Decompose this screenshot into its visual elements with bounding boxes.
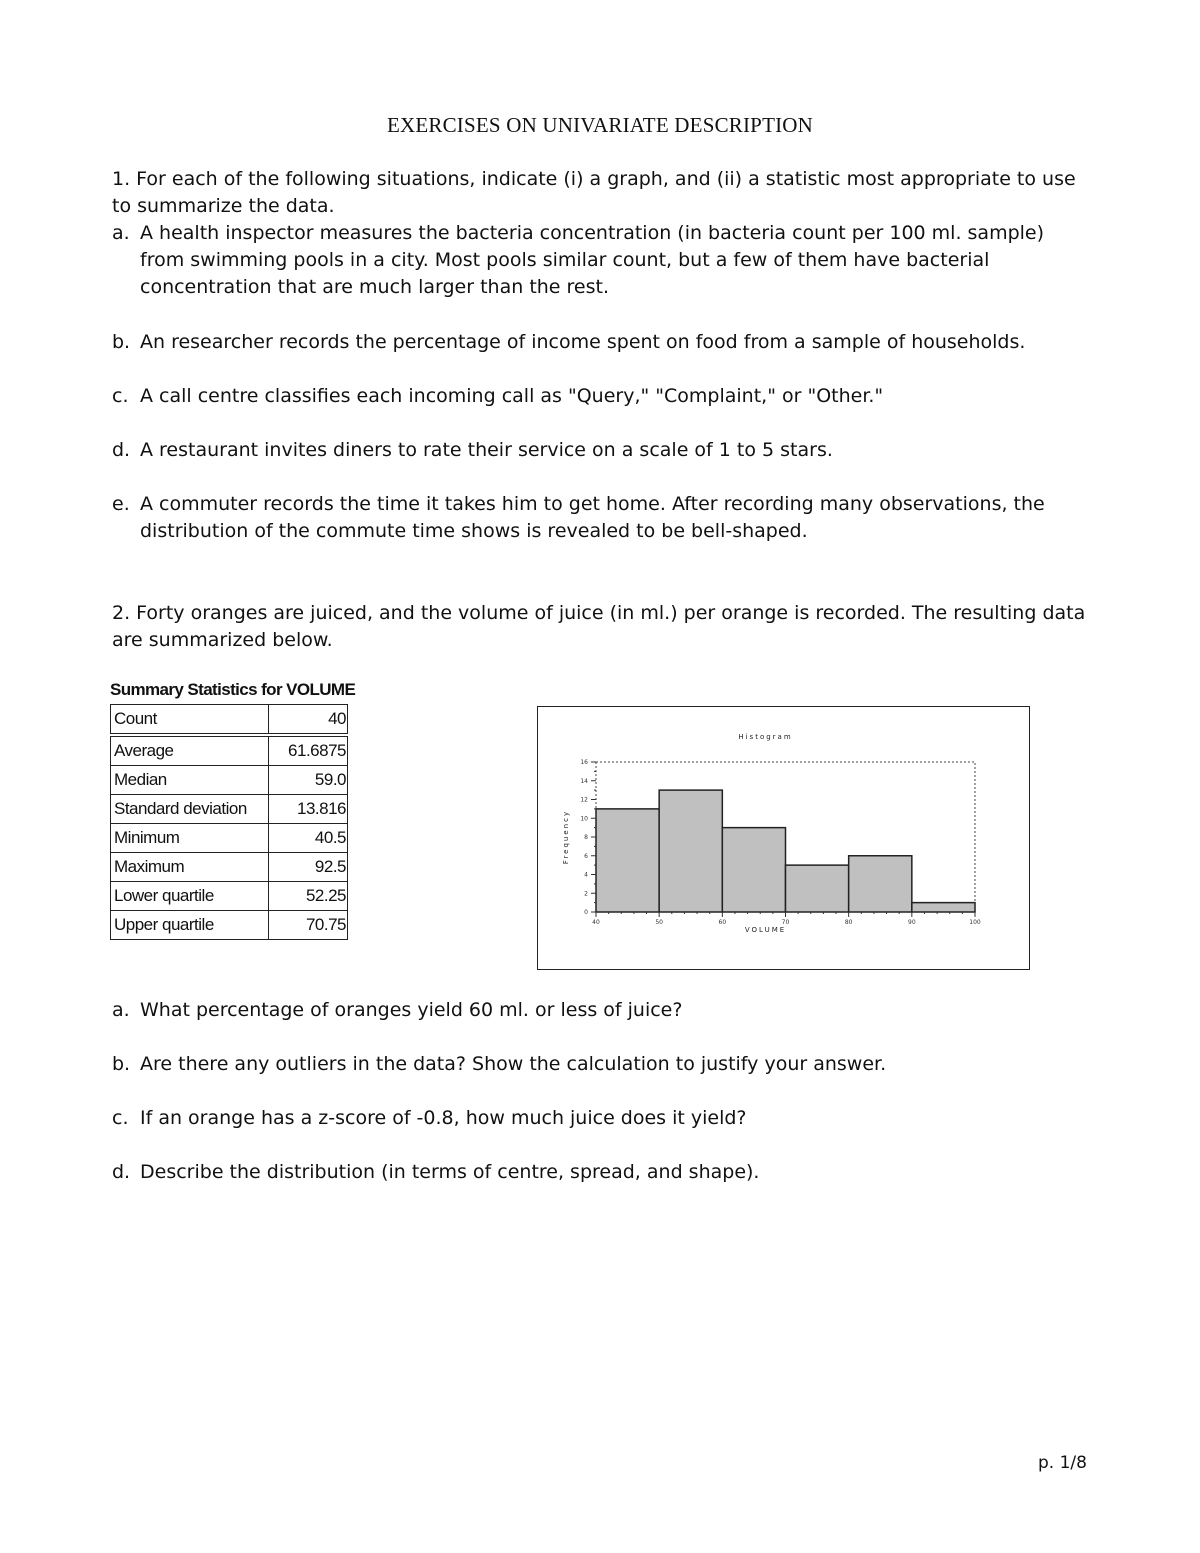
question-1d — [112, 437, 1087, 464]
stat-value: 59.0 — [269, 766, 348, 795]
y-tick-label: 0 — [584, 909, 588, 916]
y-tick-label: 6 — [584, 852, 588, 860]
y-tick-label: 8 — [584, 834, 588, 841]
item-text: What percentage of oranges yield 60 ml. or less of juice? — [140, 999, 683, 1021]
stat-label: Average — [111, 735, 269, 766]
y-tick-label: 12 — [580, 796, 588, 804]
question-1-intro: 1. For each of the following situations, indicate (i) a graph, and (ii) a statistic most appropriate to use to summarize the data. — [112, 168, 1076, 217]
histogram-bar — [722, 828, 785, 912]
question-1e — [112, 491, 1087, 545]
stat-value: 40 — [269, 705, 348, 736]
item-text: Are there any outliers in the data? Show the calculation to justify your answer. — [140, 1053, 887, 1075]
x-tick-label: 100 — [969, 919, 981, 926]
item-text: If an orange has a z-score of -0.8, how much juice does it yield? — [140, 1107, 747, 1129]
table-row — [111, 735, 348, 766]
item-label: b. — [112, 331, 131, 353]
page-title: EXERCISES ON UNIVARIATE DESCRIPTION — [386, 113, 814, 137]
question-1a — [112, 220, 1087, 301]
item-label: b. — [112, 1053, 131, 1075]
summary-statistics-title: Summary Statistics for VOLUME — [110, 680, 356, 699]
question-1c — [112, 383, 1087, 410]
x-tick-label: 80 — [844, 919, 853, 926]
stat-label: Standard deviation — [111, 795, 269, 824]
stat-value: 92.5 — [269, 853, 348, 882]
y-tick-label: 2 — [584, 890, 588, 898]
stat-label: Lower quartile — [111, 882, 269, 911]
question-1b — [112, 329, 1087, 356]
y-tick-label: 4 — [584, 871, 588, 879]
table-row — [111, 824, 348, 853]
histogram-chart — [537, 706, 1030, 970]
table-row — [111, 882, 348, 911]
y-tick-label: 16 — [580, 759, 588, 766]
item-text: An researcher records the percentage of income spent on food from a sample of households. — [140, 331, 1026, 353]
stat-label: Maximum — [111, 853, 269, 882]
item-text: A call centre classifies each incoming call as "Query," "Complaint," or "Other." — [140, 385, 884, 407]
item-label: c. — [112, 385, 129, 407]
table-row — [111, 705, 348, 736]
table-row — [111, 853, 348, 882]
stat-label: Count — [111, 705, 269, 736]
stat-value: 13.816 — [269, 795, 348, 824]
histogram-bar — [659, 790, 722, 912]
histogram-bar — [912, 903, 975, 912]
stat-value: 61.6875 — [269, 735, 348, 766]
item-label: d. — [112, 439, 131, 461]
y-axis-label: Frequency — [562, 809, 570, 865]
x-tick-label: 90 — [908, 919, 916, 926]
summary-statistics-table — [110, 704, 348, 940]
x-tick-label: 50 — [655, 919, 663, 926]
x-tick-label: 40 — [592, 919, 600, 926]
chart-title: Histogram — [738, 733, 793, 741]
x-tick-label: 60 — [718, 919, 727, 926]
item-label: a. — [112, 999, 130, 1021]
histogram-bar — [849, 856, 912, 912]
item-text: A restaurant invites diners to rate their service on a scale of 1 to 5 stars. — [140, 439, 833, 461]
item-label: e. — [112, 493, 130, 515]
x-tick-label: 70 — [781, 919, 790, 926]
item-text: A commuter records the time it takes him to get home. After recording many observations, the distribution of the commute time shows is revealed to be bell-shaped. — [140, 493, 1045, 542]
stat-value: 52.25 — [269, 882, 348, 911]
stat-label: Upper quartile — [111, 911, 269, 940]
item-label: a. — [112, 222, 130, 244]
histogram-bar — [786, 865, 849, 912]
item-label: c. — [112, 1107, 129, 1129]
stat-label: Minimum — [111, 824, 269, 853]
histogram-svg — [538, 707, 1029, 969]
question-2-intro: 2. Forty oranges are juiced, and the volume of juice (in ml.) per orange is recorded. The resulting data are summarized below. — [112, 602, 1086, 651]
item-label: d. — [112, 1161, 131, 1183]
stat-value: 40.5 — [269, 824, 348, 853]
stat-value: 70.75 — [269, 911, 348, 940]
y-tick-label: 14 — [580, 777, 588, 785]
question-2a — [112, 997, 1087, 1024]
question-2c — [112, 1105, 1087, 1132]
x-axis-label: VOLUME — [744, 926, 787, 934]
histogram-bar — [596, 809, 659, 912]
page-number: p. 1/8 — [1038, 1453, 1087, 1473]
table-row — [111, 766, 348, 795]
table-row — [111, 911, 348, 940]
item-text: A health inspector measures the bacteria concentration (in bacteria count per 100 ml. sample) from swimming pools in a city. Most pools similar count, but a few of them have bacterial concentration that are much larger than the rest. — [140, 222, 1045, 298]
question-2b — [112, 1051, 1087, 1078]
question-2d — [112, 1159, 1087, 1186]
y-tick-label: 10 — [580, 815, 588, 823]
stat-label: Median — [111, 766, 269, 795]
table-row — [111, 795, 348, 824]
item-text: Describe the distribution (in terms of centre, spread, and shape). — [140, 1161, 760, 1183]
